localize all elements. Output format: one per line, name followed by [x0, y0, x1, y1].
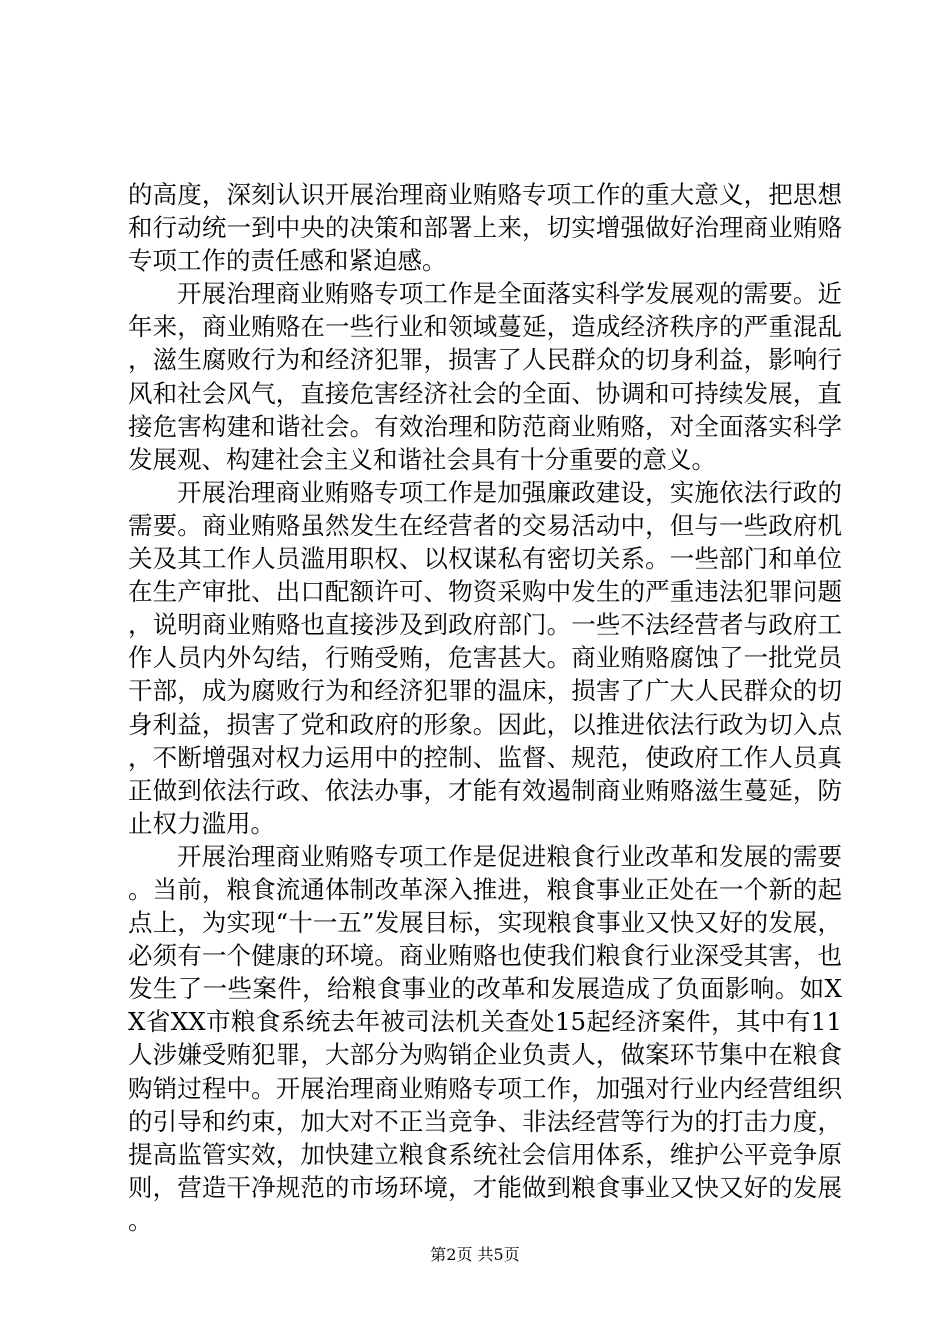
page-number-footer: 第2页 共5页: [430, 1245, 520, 1264]
paragraph-2: 开展治理商业贿赂专项工作是全面落实科学发展观的需要。近年来，商业贿赂在一些行业和领域蔓延，造成经济秩序的严重混乱，滋生腐败行为和经济犯罪，损害了人民群众的切身利益，影响行风和社会风气，直接危害经济社会的全面、协调和可持续发展，直接危害构建和谐社会。有效治理和防范商业贿赂，对全面落实科学发展观、构建社会主义和谐社会具有十分重要的意义。: [128, 279, 842, 474]
paragraph-4: 开展治理商业贿赂专项工作是促进粮食行业改革和发展的需要。当前，粮食流通体制改革深入推进，粮食事业正处在一个新的起点上，为实现“十一五”发展目标，实现粮食事业又快又好的发展，必须有一个健康的环境。商业贿赂也使我们粮食行业深受其害，也发生了一些案件，给粮食事业的改革和发展造成了负面影响。如XX省XX市粮食系统去年被司法机关查处15起经济案件，其中有11人涉嫌受贿犯罪，大部分为购销企业负责人，做案环节集中在粮食购销过程中。开展治理商业贿赂专项工作，加强对行业内经营组织的引导和约束，加大对不正当竞争、非法经营等行为的打击力度，提高监管实效，加快建立粮食系统社会信用体系，维护公平竞争原则，营造干净规范的市场环境，才能做到粮食事业又快又好的发展。: [128, 841, 842, 1235]
paragraph-1: 的高度，深刻认识开展治理商业贿赂专项工作的重大意义，把思想和行动统一到中央的决策和部署上来，切实增强做好治理商业贿赂专项工作的责任感和紧迫感。: [128, 180, 842, 276]
document-body: [128, 178, 842, 1237]
paragraph-3: 开展治理商业贿赂专项工作是加强廉政建设，实施依法行政的需要。商业贿赂虽然发生在经营者的交易活动中，但与一些政府机关及其工作人员滥用职权、以权谋私有密切关系。一些部门和单位在生产审批、出口配额许可、物资采购中发生的严重违法犯罪问题，说明商业贿赂也直接涉及到政府部门。一些不法经营者与政府工作人员内外勾结，行贿受贿，危害甚大。商业贿赂腐蚀了一批党员干部，成为腐败行为和经济犯罪的温床，损害了广大人民群众的切身利益，损害了党和政府的形象。因此，以推进依法行政为切入点，不断增强对权力运用中的控制、监督、规范，使政府工作人员真正做到依法行政、依法办事，才能有效遏制商业贿赂滋生蔓延，防止权力滥用。: [128, 477, 842, 838]
